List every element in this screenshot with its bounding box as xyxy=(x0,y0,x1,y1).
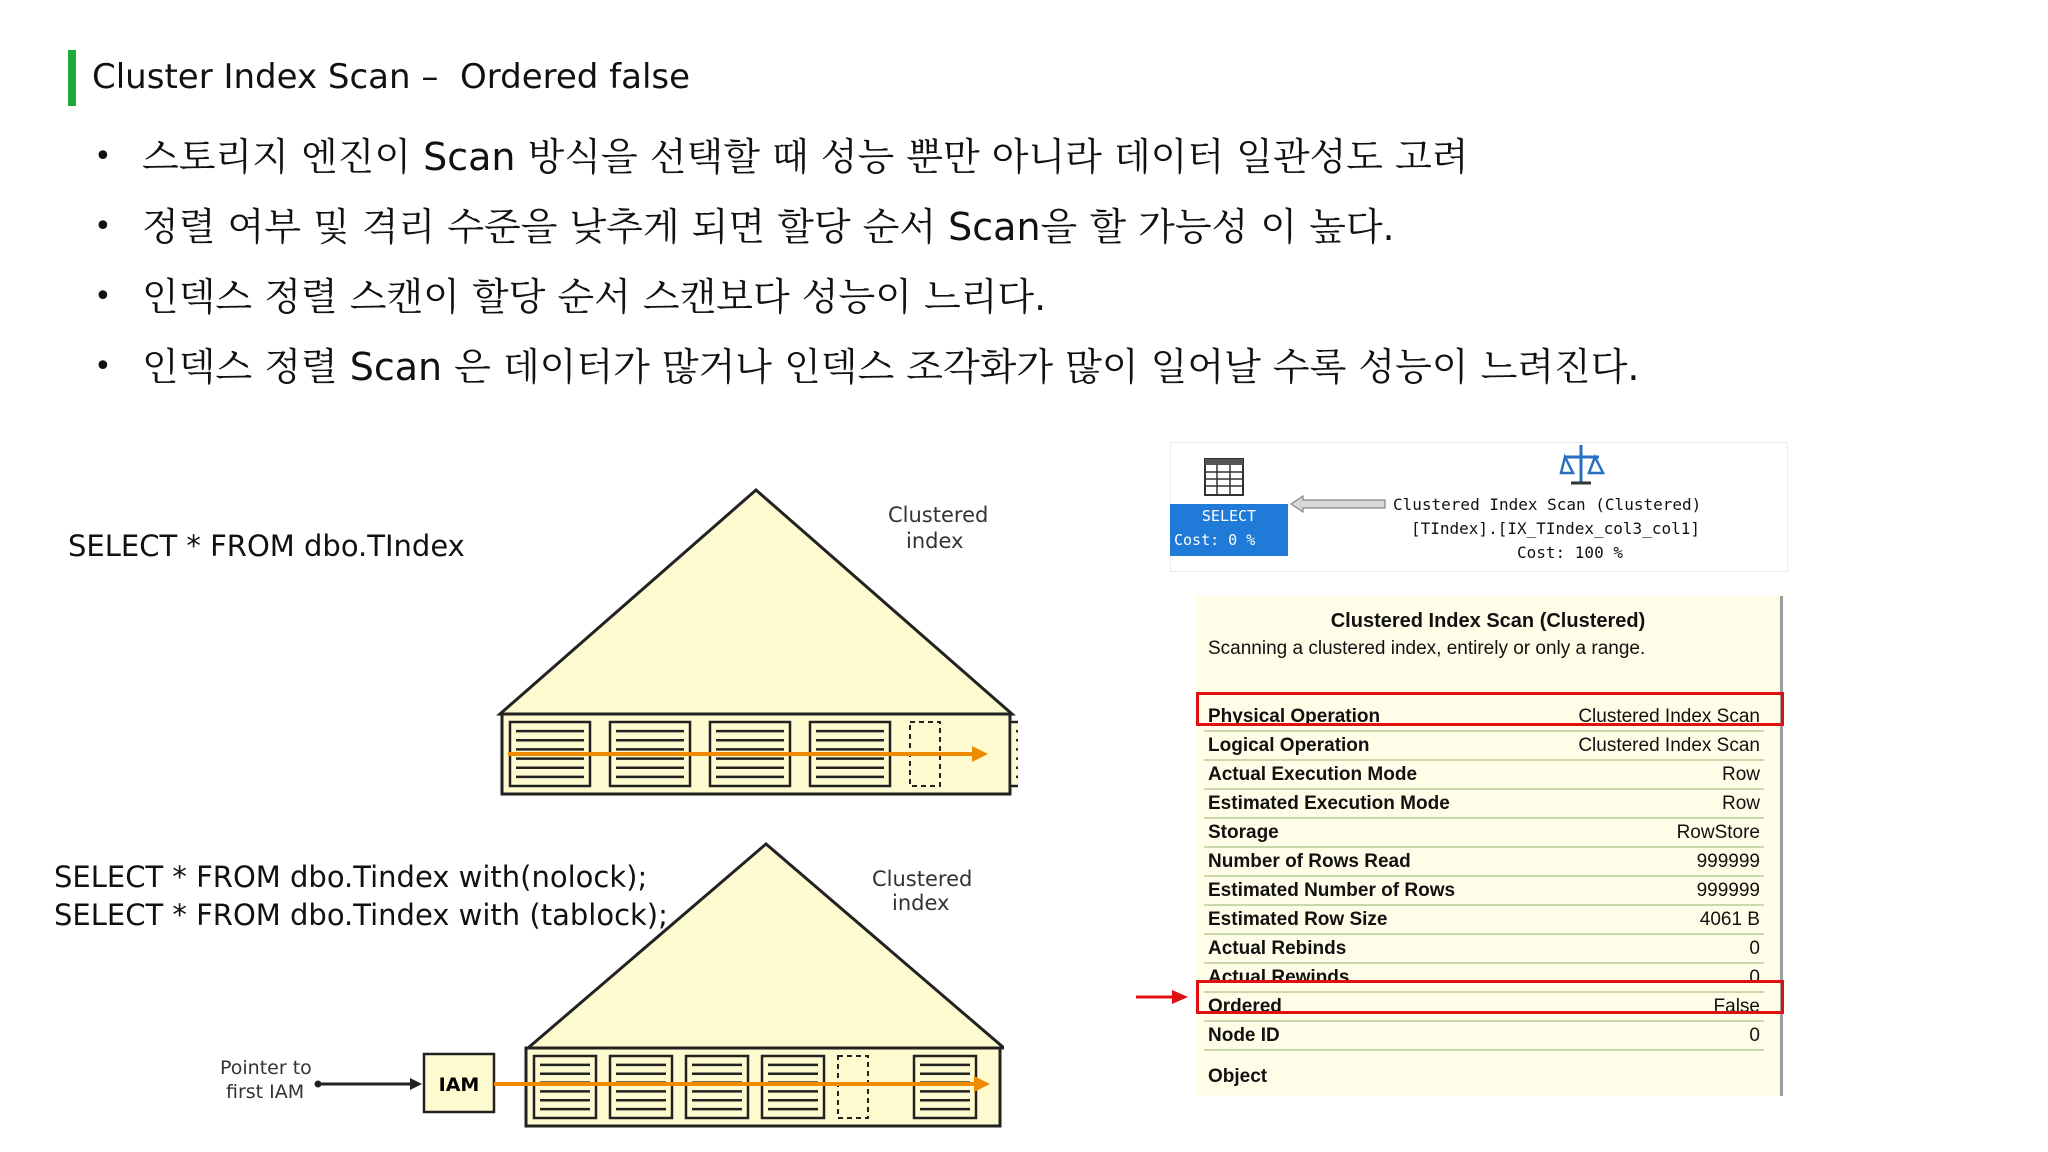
table-grid-icon xyxy=(1203,455,1247,499)
property-row xyxy=(1204,849,1764,877)
property-key: Actual Rebinds xyxy=(1208,938,1347,959)
property-value: 0 xyxy=(1749,967,1760,988)
property-value: 0 xyxy=(1749,1025,1760,1046)
property-row xyxy=(1204,936,1764,964)
clustered-index-scan-icon xyxy=(1559,443,1607,489)
highlight-physical-operation xyxy=(1196,692,1784,726)
pointer-dot xyxy=(315,1081,322,1088)
bullet-dot: • xyxy=(94,279,112,314)
bullet-text: 정렬 여부 및 격리 수준을 낮추게 되면 할당 순서 Scan을 할 가능성 이 높다. xyxy=(142,205,1395,249)
query-tablock: SELECT * FROM dbo.Tindex with (tablock); xyxy=(54,898,668,932)
pointer-arrowhead xyxy=(410,1078,422,1090)
property-key: Physical Operation xyxy=(1208,706,1381,727)
property-value: Row xyxy=(1721,793,1760,814)
property-key: Estimated Row Size xyxy=(1208,909,1388,930)
property-row xyxy=(1204,791,1764,819)
query-ordered: SELECT * FROM dbo.TIndex xyxy=(68,529,465,563)
property-key: Node ID xyxy=(1208,1025,1280,1046)
property-key: Actual Rewinds xyxy=(1208,967,1350,988)
iam-label: IAM xyxy=(438,1074,480,1096)
diagram-label-line2: index xyxy=(906,529,964,553)
bullet-text: 스토리지 엔진이 Scan 방식을 선택할 때 성능 뿐만 아니라 데이터 일관성도 고려 xyxy=(142,135,1469,179)
property-value: 0 xyxy=(1749,938,1760,959)
operator-cost: Cost: 100 % xyxy=(1517,543,1623,562)
bullet-dot: • xyxy=(94,209,112,244)
pointer-label-line2: first IAM xyxy=(226,1081,305,1103)
slide-title: Cluster Index Scan – Ordered false xyxy=(92,57,691,97)
select-operator[interactable] xyxy=(1170,504,1288,556)
highlight-ordered xyxy=(1196,980,1784,1014)
bullet-item xyxy=(90,262,1640,332)
property-value: Clustered Index Scan xyxy=(1578,735,1760,756)
property-row xyxy=(1204,1023,1764,1051)
property-key: Estimated Number of Rows xyxy=(1208,880,1456,901)
properties-description: Scanning a clustered index, entirely or only a range. xyxy=(1208,638,1646,659)
select-cost: Cost: 0 % xyxy=(1174,531,1256,549)
property-value: 999999 xyxy=(1696,880,1760,901)
query-nolock: SELECT * FROM dbo.Tindex with(nolock); xyxy=(54,860,648,894)
property-value: Row xyxy=(1721,764,1760,785)
bullet-list xyxy=(90,122,1640,402)
property-value: False xyxy=(1713,996,1760,1017)
properties-title: Clustered Index Scan (Clustered) xyxy=(1330,610,1646,632)
property-row xyxy=(1204,820,1764,848)
diagram-label-line1: Clustered xyxy=(888,503,989,527)
property-key: Number of Rows Read xyxy=(1208,851,1411,872)
property-value: 4061 B xyxy=(1699,909,1760,930)
diagram-label-line1: Clustered xyxy=(872,867,973,891)
property-value: Clustered Index Scan xyxy=(1578,706,1760,727)
property-key: Ordered xyxy=(1208,996,1282,1017)
object-label: Object xyxy=(1208,1066,1268,1087)
bullet-item xyxy=(90,332,1640,402)
select-label: SELECT xyxy=(1201,507,1257,525)
property-row xyxy=(1204,907,1764,935)
bullet-text: 인덱스 정렬 스캔이 할당 순서 스캔보다 성능이 느리다. xyxy=(142,275,1047,319)
property-value: RowStore xyxy=(1676,822,1760,843)
bullet-dot: • xyxy=(94,139,112,174)
property-key: Storage xyxy=(1208,822,1279,843)
property-row xyxy=(1204,733,1764,761)
properties-body xyxy=(1196,596,1780,1096)
diagram-label-line2: index xyxy=(892,891,950,915)
pointer-label-line1: Pointer to xyxy=(220,1057,312,1079)
property-row xyxy=(1204,762,1764,790)
bullet-item xyxy=(90,192,1640,262)
property-key: Logical Operation xyxy=(1208,735,1370,756)
property-key: Estimated Execution Mode xyxy=(1208,793,1450,814)
plan-flow-arrow xyxy=(1289,495,1387,513)
clustered-index-ordered-diagram xyxy=(494,486,1018,796)
property-key: Actual Execution Mode xyxy=(1208,764,1418,785)
operator-object: [TIndex].[IX_TIndex_col3_col1] xyxy=(1411,519,1700,538)
bullet-item xyxy=(90,122,1640,192)
title-accent-bar xyxy=(68,50,76,106)
bullet-dot: • xyxy=(94,349,112,384)
operator-name: Clustered Index Scan (Clustered) xyxy=(1393,495,1702,514)
property-value: 999999 xyxy=(1696,851,1760,872)
bullet-text: 인덱스 정렬 Scan 은 데이터가 많거나 인덱스 조각화가 많이 일어날 수록 성능이 느려진다. xyxy=(142,345,1640,389)
operator-properties-tooltip xyxy=(1196,596,1783,1096)
property-row xyxy=(1204,878,1764,906)
ordered-pointer-arrow-icon xyxy=(1134,988,1190,1006)
